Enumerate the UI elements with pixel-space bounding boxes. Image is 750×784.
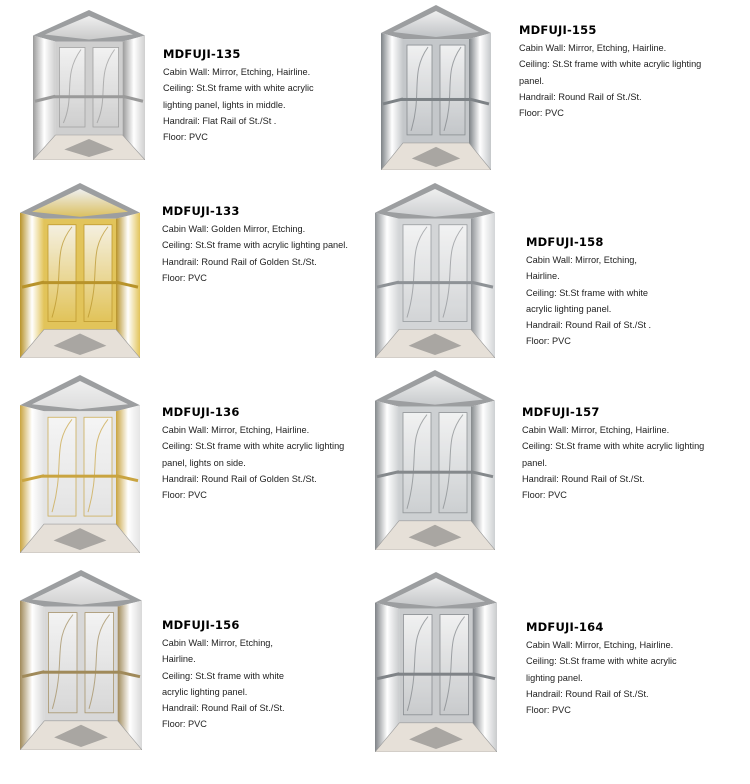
spec-line: Floor: PVC [519,108,564,119]
product-spec [519,22,701,121]
spec-line: Hairline. [162,654,196,665]
spec-line: Handrail: Round Rail of St./St. [526,688,649,699]
spec-line: Ceiling: St.St frame with white [162,670,285,681]
spec-line: Ceiling: St.St frame with acrylic lighting panel. [162,240,348,251]
spec-line: Ceiling: St.St frame with white acrylic lighting [162,441,345,452]
cabin-illustration-0 [33,10,145,160]
spec-line: panel. [522,457,548,468]
product-spec [163,46,314,145]
spec-line: Cabin Wall: Mirror, Etching, [162,638,273,648]
product-spec [526,234,651,350]
product-spec [162,404,344,503]
spec-line: Handrail: Round Rail of Golden St./St. [162,473,317,484]
spec-line: panel. [519,75,545,86]
cabin-illustration-4 [20,375,140,553]
product-spec [522,404,704,503]
elevator-cabin-image [375,370,495,550]
model-number: MDFUJI-133 [162,204,240,218]
spec-line: Handrail: Round Rail of St./St. [522,473,645,484]
spec-line: Handrail: Flat Rail of St./St . [163,115,277,126]
spec-line: Cabin Wall: Mirror, Etching, Hairline. [519,43,667,53]
spec-line: lighting panel, lights in middle. [163,99,286,110]
product-spec [526,619,677,718]
spec-line: Floor: PVC [526,705,571,716]
spec-line: Ceiling: St.St frame with white acrylic lighting [519,59,702,70]
model-number: MDFUJI-158 [526,235,604,249]
spec-line: Floor: PVC [162,719,207,730]
model-number: MDFUJI-135 [163,47,241,61]
spec-line: Handrail: Round Rail of St./St. [162,703,285,714]
elevator-cabin-image [375,183,495,358]
spec-line: Handrail: Round Rail of St./St . [526,320,652,331]
elevator-cabin-image [33,10,145,160]
spec-line: Cabin Wall: Mirror, Etching, Hairline. [522,425,670,435]
model-number: MDFUJI-136 [162,405,240,419]
cabin-illustration-3 [375,183,495,358]
spec-line: Cabin Wall: Mirror, Etching, Hairline. [526,640,674,650]
spec-line: Hairline. [526,271,560,282]
model-number: MDFUJI-156 [162,618,240,632]
spec-line: lighting panel. [526,672,583,683]
spec-line: Ceiling: St.St frame with white [526,287,649,298]
spec-line: Floor: PVC [526,336,571,347]
elevator-cabin-image [20,183,140,358]
spec-line: acrylic lighting panel. [526,303,612,314]
product-spec [162,617,285,733]
cabin-illustration-1 [381,5,491,170]
model-number: MDFUJI-155 [519,23,597,37]
spec-line: Handrail: Round Rail of St./St. [519,91,642,102]
elevator-cabin-image [20,570,142,750]
spec-line: Ceiling: St.St frame with white acrylic lighting [522,441,705,452]
model-number: MDFUJI-157 [522,405,600,419]
product-spec [162,203,348,286]
spec-line: Floor: PVC [162,272,207,283]
elevator-cabin-image [381,5,491,170]
spec-line: Cabin Wall: Mirror, Etching, Hairline. [162,425,310,435]
elevator-cabin-image [20,375,140,553]
spec-line: Floor: PVC [163,132,208,143]
spec-line: Cabin Wall: Mirror, Etching, Hairline. [163,67,311,77]
spec-line: Cabin Wall: Mirror, Etching, [526,255,637,265]
spec-line: Floor: PVC [522,490,567,501]
spec-line: Floor: PVC [162,490,207,501]
spec-line: Ceiling: St.St frame with white acrylic [526,656,677,667]
spec-line: Handrail: Round Rail of Golden St./St. [162,256,317,267]
spec-line: Cabin Wall: Golden Mirror, Etching. [162,224,306,234]
cabin-illustration-5 [375,370,495,550]
spec-line: Ceiling: St.St frame with white acrylic [163,83,314,94]
elevator-cabin-image [375,572,497,752]
cabin-illustration-7 [375,572,497,752]
model-number: MDFUJI-164 [526,620,604,634]
spec-line: acrylic lighting panel. [162,686,248,697]
cabin-illustration-2 [20,183,140,358]
cabin-illustration-6 [20,570,142,750]
spec-line: panel, lights on side. [162,457,246,468]
